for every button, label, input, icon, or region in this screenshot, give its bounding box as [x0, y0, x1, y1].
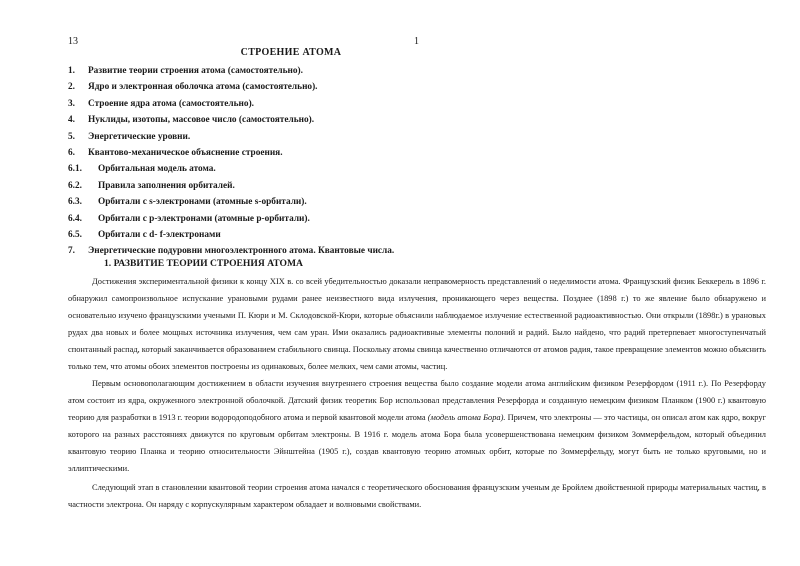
toc-text: Квантово-механическое объяснение строения.: [88, 147, 283, 158]
toc-text: Энергетические подуровни многоэлектронного атома. Квантовые числа.: [88, 246, 395, 257]
toc-text: Энергетические уровни.: [88, 131, 191, 142]
toc-number: 3.: [68, 98, 75, 109]
toc-item: [68, 227, 628, 243]
toc-item: [68, 96, 628, 112]
toc-text: Орбитальная модель атома.: [98, 164, 216, 175]
toc-number: 6.: [68, 147, 75, 158]
toc-item: [68, 145, 628, 161]
document-title: СТРОЕНИЕ АТОМА: [240, 47, 342, 58]
toc-number: 6.5.: [68, 229, 82, 240]
page-number-left: 13: [68, 36, 78, 47]
toc-number: 6.1.: [68, 164, 82, 175]
toc-number: 6.3.: [68, 197, 82, 208]
table-of-contents: [68, 63, 628, 260]
toc-item: [68, 129, 628, 145]
paragraph: Достижения экспериментальной физики к концу XIX в. со всей убедительностью доказали неправомерность представлений о неделимости атома. Французский физик Беккерель в 1896 г. обнаружил самопроизвольное испускание урановыми рудами ранее неизвестного вида излучения, проникающего через вещества. Позднее (1898 г.) то же явление было обнаружено и основательно изучено французскими учеными П. Кюри и М. Склодовской-Кюри, которые объяснили наблюдаемое излучение естественной радиоактивностью. Они открыли (1898г.) в урановых рудах два новых и более мощных источника излучения, чем сам уран. Ими оказались радиоактивные элементы полоний и радий. Было найдено, что радий претерпевает многоступенчатый спонтанный распад, который заканчивается образованием стабильного свинца. Поскольку атомы свинца качественно отличаются от атомов радия, такое превращение элементов можно объяснить только тем, что атомы обоих элементов построены из одинаковых, более мелких, чем сами атомы, частиц.: [68, 277, 766, 371]
toc-text: Ядро и электронная оболочка атома (самостоятельно).: [88, 82, 318, 93]
toc-text: Строение ядра атома (самостоятельно).: [88, 98, 254, 109]
toc-text: Орбитали с р-электронами (атомные р-орбитали).: [98, 213, 310, 224]
toc-number: 6.4.: [68, 213, 82, 224]
toc-number: 5.: [68, 131, 75, 142]
toc-number: 6.2.: [68, 180, 82, 191]
paragraph-text: Первым основополагающим достижением в области изучения внутреннего строения вещества было создание модели атома английским физиком Резерфордом (1911 г.). По Резерфорду атом состоит из ядра, окруженного электронной оболочкой. Датский физик теоретик Бор использовал представления Резерфорда и созданную немецким физиком Планком (1900 г.) квантовую теорию для разработки в 1913 г. теории водородоподобного атома и первой квантовой модели атома: [68, 379, 766, 422]
toc-item: [68, 178, 628, 194]
toc-item: [68, 112, 628, 128]
toc-number: 1.: [68, 66, 75, 76]
toc-item: [68, 79, 628, 95]
section-heading: 1. РАЗВИТИЕ ТЕОРИИ СТРОЕНИЯ АТОМА: [104, 258, 303, 269]
toc-text: Правила заполнения орбиталей.: [98, 180, 235, 191]
toc-text: Развитие теории строения атома (самостоятельно).: [88, 66, 303, 76]
toc-item: [68, 194, 628, 210]
toc-text: Нуклиды, изотопы, массовое число (самостоятельно).: [88, 115, 315, 126]
paragraph: Следующий этап в становлении квантовой теории строения атома начался с теоретического обоснования французским ученым де Бройлем двойственной природы материальных частиц, в частности электрона. Он наряду с корпускулярным характером обладает и волновыми свойствами.: [68, 483, 766, 509]
paragraph: [68, 375, 766, 477]
toc-text: Орбитали с d- f-электронами: [98, 229, 221, 240]
section-body: [68, 273, 766, 513]
toc-number: 2.: [68, 82, 75, 93]
page-number-right: 1: [414, 36, 419, 47]
toc-item: [68, 63, 628, 79]
toc-item: [68, 211, 628, 227]
paragraph-italic-text: (модель атома Бора).: [427, 413, 506, 422]
paragraph-text: Причем, что электроны — это частицы, он описал атом как ядро, вокруг которого на разных расстояниях движутся по круговым орбитам электроны. В 1916 г. модель атома Бора была усовершенствована немецким физиком Зоммерфельдом, который объединил квантовую теорию Планка и теорию относительности Эйнштейна (1905 г.), создав квантовую теорию атомных орбит, которые по Зоммерфельду, могут быть не только круговыми, но и эллиптическими.: [68, 413, 767, 473]
toc-text: Орбитали с s-электронами (атомные s-орбитали).: [98, 197, 307, 208]
toc-item: [68, 161, 628, 177]
toc-number: 7.: [68, 246, 75, 257]
toc-number: 4.: [68, 115, 75, 126]
